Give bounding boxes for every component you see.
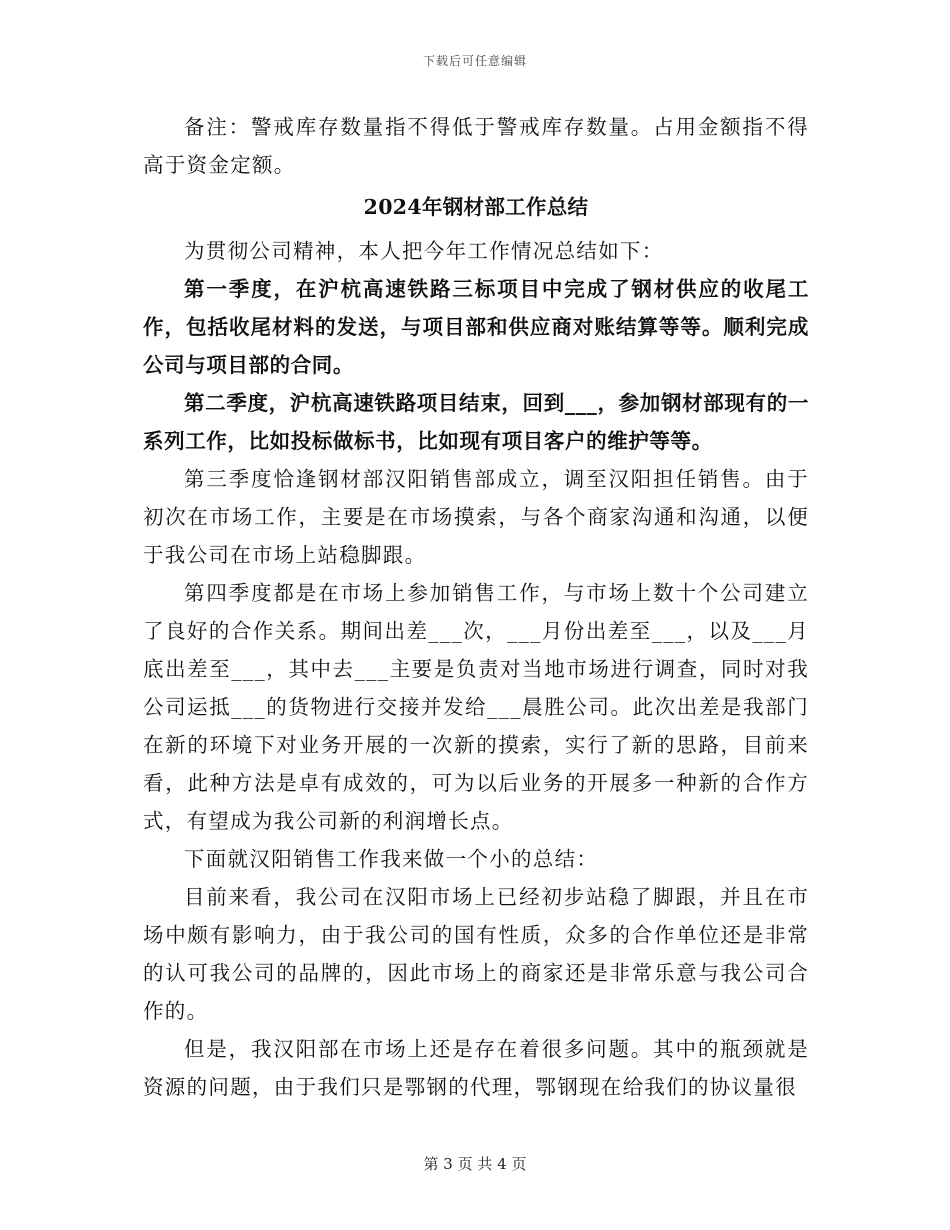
document-body bbox=[143, 108, 809, 1106]
paragraph-q1: 第一季度，在沪杭高速铁路三标项目中完成了钢材供应的收尾工作，包括收尾材料的发送，与项目部和供应商对账结算等等。顺利完成公司与项目部的合同。 bbox=[143, 277, 809, 377]
document-title: 2024年钢材部工作总结 bbox=[363, 195, 589, 219]
paragraph-problems: 但是，我汉阳部在市场上还是存在着很多问题。其中的瓶颈就是资源的问题，由于我们只是鄂钢的代理，鄂钢现在给我们的协议量很 bbox=[143, 1037, 809, 1099]
paragraph-q4: 第四季度都是在市场上参加销售工作，与市场上数十个公司建立了良好的合作关系。期间出差___次，___月份出差至___，以及___月底出差至___，其中去___主要是负责对当地市场进行调查，同时对我公司运抵___的货物进行交接并发给___晨胜公司。此次出差是我部门在新的环境下对业务开展的一次新的摸索，实行了新的思路，目前来看，此种方法是卓有成效的，可为以后业务的开展多一种新的合作方式，有望成为我公司新的利润增长点。 bbox=[143, 581, 809, 833]
paragraph-summary-intro: 下面就汉阳销售工作我来做一个小的总结： bbox=[184, 847, 599, 871]
page-footer: 第 3 页 共 4 页 bbox=[423, 1155, 527, 1173]
paragraph-market-status: 目前来看，我公司在汉阳市场上已经初步站稳了脚跟，并且在市场中颇有影响力，由于我公司的国有性质，众多的合作单位还是非常的认可我公司的品牌的，因此市场上的商家还是非常乐意与我公司合作的。 bbox=[143, 885, 809, 1023]
paragraph-intro: 为贯彻公司精神，本人把今年工作情况总结如下： bbox=[184, 239, 664, 263]
paragraph-q3: 第三季度恰逢钢材部汉阳销售部成立，调至汉阳担任销售。由于初次在市场工作，主要是在市场摸索，与各个商家沟通和沟通，以便于我公司在市场上站稳脚跟。 bbox=[143, 467, 809, 567]
paragraph-q2: 第二季度，沪杭高速铁路项目结束，回到___，参加钢材部现有的一系列工作，比如投标做标书，比如现有项目客户的维护等等。 bbox=[143, 391, 809, 453]
note-paragraph: 备注：警戒库存数量指不得低于警戒库存数量。占用金额指不得高于资金定额。 bbox=[143, 115, 809, 177]
page-header: 下载后可任意编辑 bbox=[422, 54, 527, 68]
